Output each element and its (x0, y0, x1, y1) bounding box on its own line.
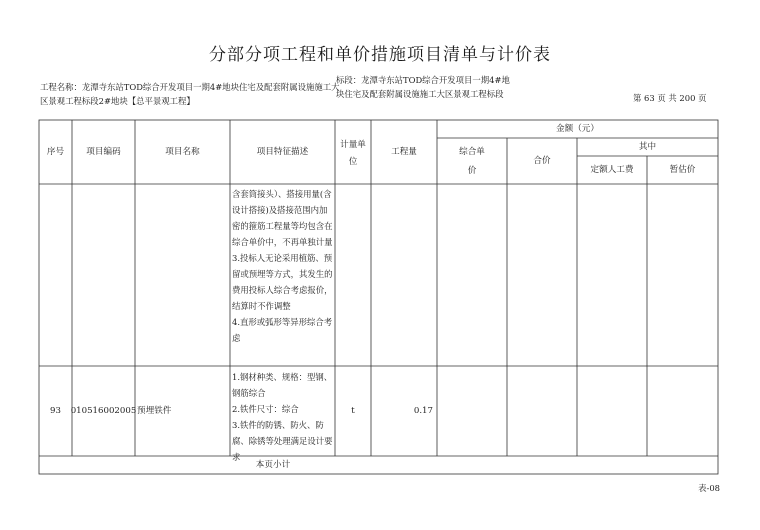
col-header-provisional: 暂估价 (669, 165, 696, 175)
table-row-qty: 0.17 (413, 406, 433, 416)
table-row-unit (335, 184, 371, 366)
table-row-desc: 1.钢材种类、规格：型钢、钢筋综合 2.铁件尺寸：综合 3.铁件的防锈、防火、防腐、除锈等处理满足设计要求 (232, 372, 333, 462)
col-header-code: 项目编码 (86, 147, 121, 157)
section-label: 标段： (336, 75, 362, 85)
col-header-qty: 工程量 (391, 147, 417, 157)
col-header-labor: 定额人工费 (590, 165, 634, 175)
table-row-name (135, 184, 230, 366)
page-title: 分部分项工程和单价措施项目清单与计价表 (209, 45, 551, 65)
col-header-unit: 计量单位 (340, 140, 366, 167)
table-row-name: 预埋铁件 (137, 406, 172, 416)
table-row-code: 010516002005 (70, 406, 137, 416)
page-info: 第 63 页 共 200 页 (633, 93, 707, 103)
table-row-unit: t (351, 406, 355, 416)
section-value: 龙潭寺东站TOD综合开发项目一期4#地块住宅及配套附属设施施工大区景观工程标段 (336, 75, 510, 99)
col-header-of-which: 其中 (638, 142, 657, 152)
table-row-qty (371, 184, 437, 366)
project-name-value: 龙潭寺东站TOD综合开发项目一期4#地块住宅及配套附属设施施工大区景观工程标段2#地块【总平景观工程】 (40, 82, 340, 106)
col-header-desc: 项目特征描述 (256, 147, 309, 157)
project-name-label: 工程名称： (40, 82, 82, 92)
subtotal-label: 本页小计 (255, 460, 291, 470)
col-header-total: 合价 (533, 156, 551, 166)
table-row-code (72, 184, 135, 366)
table-row-seq: 93 (50, 406, 61, 416)
table-row-seq (39, 184, 72, 366)
col-header-unit-price: 综合单价 (459, 147, 485, 176)
col-header-seq: 序号 (46, 147, 65, 157)
form-code: 表-08 (698, 483, 720, 493)
col-header-amount: 金额（元） (556, 124, 599, 134)
table-row-desc: 含套筒接头）、搭接用量(含设计搭接)及搭接范围内加密的箍筋工程量等均包含在综合单价中，不再单独计量 3.投标人无论采用植筋、预留或预埋等方式，其发生的费用投标人综合考虑报价，结算时不作调整 4.直形或弧形等异形综合考虑 (232, 189, 333, 343)
col-header-name: 项目名称 (165, 147, 200, 157)
